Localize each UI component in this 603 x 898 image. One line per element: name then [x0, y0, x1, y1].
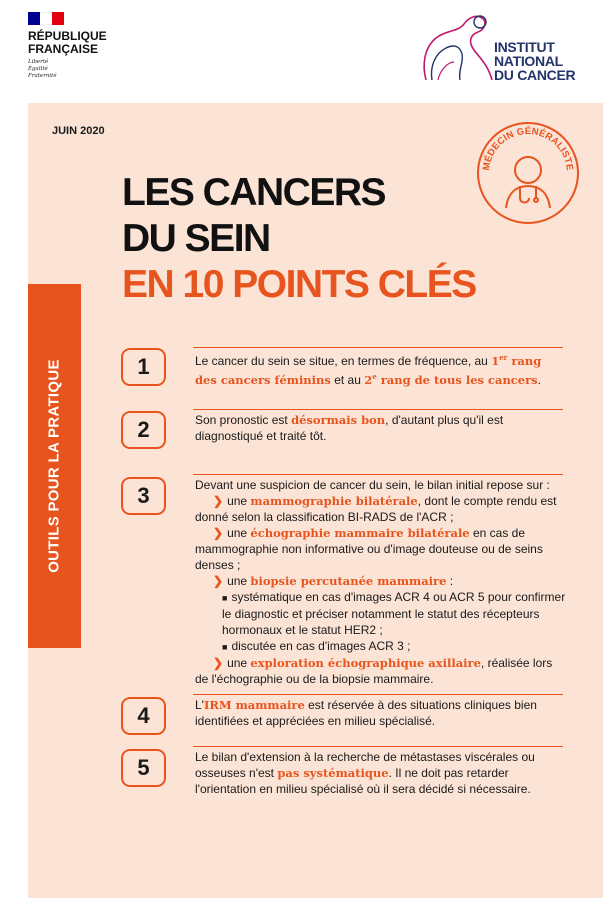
point-4-text: L'IRM mammaire est réservée à des situations cliniques bien identifiées et appréciées en milieu spécialisé. — [195, 698, 537, 728]
publication-date: JUIN 2020 — [52, 125, 105, 137]
doctor-icon — [506, 157, 550, 208]
institut-national-du-cancer-logo — [418, 10, 578, 90]
point-number-2: 2 — [121, 411, 166, 449]
republic-motto: Liberté Égalité Fraternité — [28, 59, 57, 79]
point-number-1: 1 — [121, 348, 166, 386]
bullet-arrow-icon: ❯ — [213, 494, 224, 508]
list-item: ❯ une exploration échographique axillaire, réalisée lors de l'échographie ou de la biopsie mammaire. — [195, 656, 553, 686]
list-item: ❯ une mammographie bilatérale, dont le compte rendu est donné selon la classification BI-RADS de l'ACR ; — [195, 494, 557, 524]
point-5-text: Le bilan d'extension à la recherche de métastases viscérales ou osseuses n'est pas systématique. Il ne doit pas retarder l'orientation en milieu spécialisé où il sera décidé si nécessaire. — [195, 750, 535, 796]
inca-figure-icon — [418, 10, 498, 85]
point-number-3: 3 — [121, 477, 166, 515]
institute-name: INSTITUT NATIONAL DU CANCER — [494, 39, 576, 83]
point-divider — [193, 694, 563, 695]
french-flag-icon — [28, 12, 64, 25]
point-divider — [193, 347, 563, 348]
bullet-arrow-icon: ❯ — [213, 526, 224, 540]
list-item: ❯ une échographie mammaire bilatérale en cas de mammographie non informative ou d'image douteuse ou de seins denses ; — [195, 526, 543, 572]
point-3-text: Devant une suspicion de cancer du sein, le bilan initial repose sur : ❯ une mammographie bilatérale, dont le compte rendu est donné selon la classification BI-RADS de l'ACR ; ❯ une échographie mammaire bilatérale en cas de mammographie non informative ou d'image douteuse ou de seins denses ; ❯ une biopsie percutanée mammaire : ■ systématique en cas d'images ACR 4 ou ACR 5 pour confirmer le diagnostic et préciser notamment le statut des récepteurs hormonaux et le statut HER2 ; ■ discutée en cas d'images ACR 3 ; ❯ une exploration échographique axillaire, réalisée lors de l'échographie ou de la biopsie mammaire. — [195, 478, 566, 686]
badge-label: MÉDECIN GÉNÉRALISTE — [480, 125, 575, 172]
svg-text:MÉDECIN GÉNÉRALISTE — [481, 126, 575, 171]
sub-list-item: ■ systématique en cas d'images ACR 4 ou ACR 5 pour confirmer le diagnostic et préciser notamment le statut des récepteurs hormonaux et le statut HER2 ; — [222, 590, 566, 637]
point-number-5: 5 — [121, 749, 166, 787]
point-number-4: 4 — [121, 697, 166, 735]
point-1-text: Le cancer du sein se situe, en termes de fréquence, au 1er rang des cancers féminins et au 2e rang de tous les cancers. — [195, 353, 542, 387]
point-2-text: Son pronostic est désormais bon, d'autant plus qu'il est diagnostiqué et traité tôt. — [195, 413, 504, 443]
list-item: ❯ une biopsie percutanée mammaire : — [213, 574, 454, 588]
bullet-arrow-icon: ❯ — [213, 656, 224, 670]
square-bullet-icon: ■ — [222, 642, 228, 652]
point-divider — [193, 474, 563, 475]
sub-list-item: ■ discutée en cas d'images ACR 3 ; — [222, 639, 411, 653]
republic-name: RÉPUBLIQUE FRANÇAISE — [28, 29, 107, 56]
page-title: LES CANCERS DU SEIN EN 10 POINTS CLÉS — [122, 171, 476, 306]
square-bullet-icon: ■ — [222, 593, 228, 603]
bullet-arrow-icon: ❯ — [213, 574, 224, 588]
point-divider — [193, 746, 563, 747]
point-divider — [193, 409, 563, 410]
medecin-generaliste-badge — [473, 118, 583, 228]
side-tab-label: OUTILS POUR LA PRATIQUE — [45, 359, 63, 573]
